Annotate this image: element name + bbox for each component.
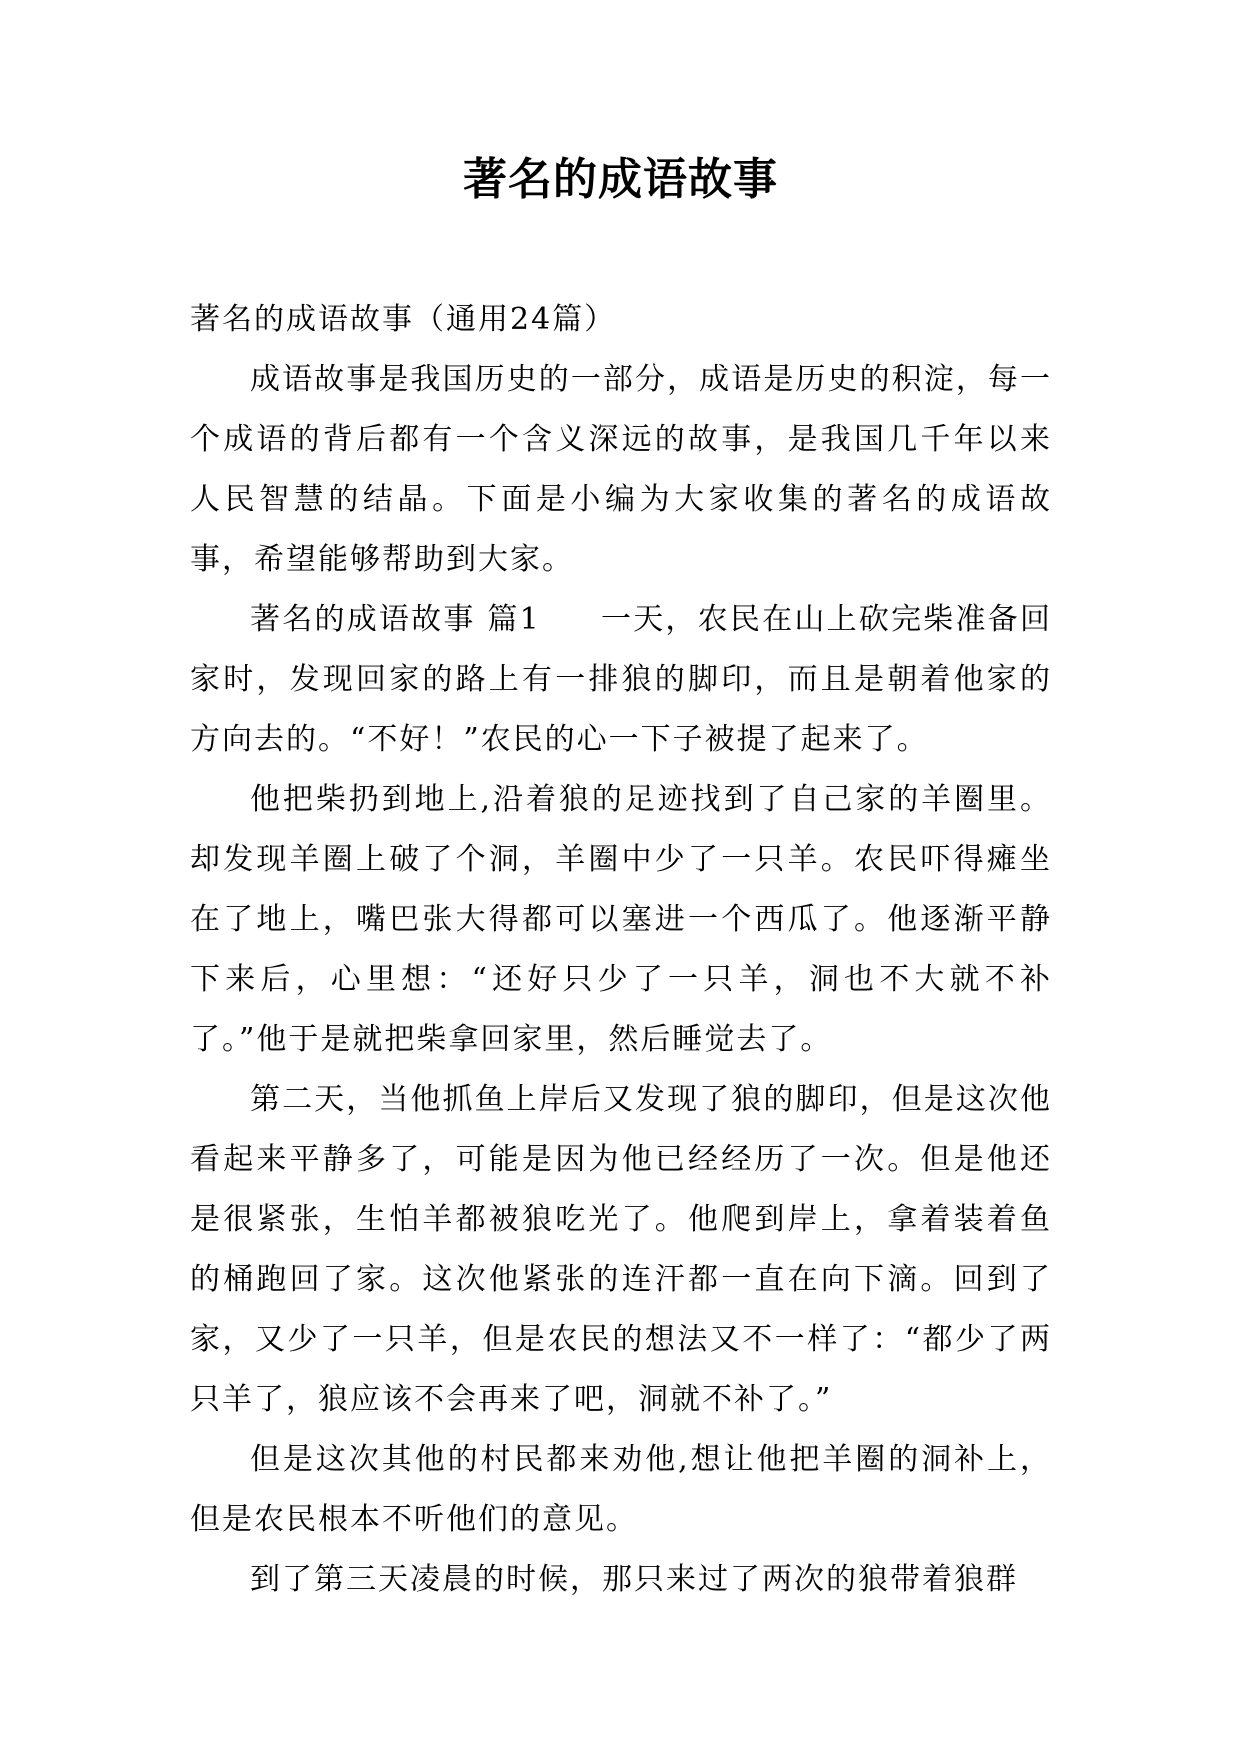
section-paragraph [190,590,1052,770]
section-text: 一天，农民在山上砍完柴准备回家时，发现回家的路上有一排狼的脚印，而且是朝着他家的方向去的。“不好！”农民的心一下子被提了起来了。 [190,602,1053,757]
document-title: 著名的成语故事 [463,154,778,205]
body-paragraph: 第二天，当他抓鱼上岸后又发现了狼的脚印，但是这次他看起来平静多了，可能是因为他已经经历了一次。但是他还是很紧张，生怕羊都被狼吃光了。他爬到岸上，拿着装着鱼的桶跑回了家。这次他紧张的连汗都一直在向下滴。回到了家，又少了一只羊，但是农民的想法又不一样了：“都少了两只羊了，狼应该不会再来了吧，洞就不补了。” [190,1082,1052,1417]
body-paragraph: 到了第三天凌晨的时候，那只来过了两次的狼带着狼群 [250,1562,1018,1597]
document-body [190,290,1052,1610]
intro-paragraph: 成语故事是我国历史的一部分，成语是历史的积淀，每一个成语的背后都有一个含义深远的故事，是我国几千年以来人民智慧的结晶。下面是小编为大家收集的著名的成语故事，希望能够帮助到大家。 [190,362,1052,577]
document-subtitle: 著名的成语故事（通用24篇） [190,302,617,337]
section-heading: 著名的成语故事 篇1 [250,602,541,637]
body-paragraph: 但是这次其他的村民都来劝他,想让他把羊圈的洞补上，但是农民根本不听他们的意见。 [190,1442,1052,1537]
body-paragraph: 他把柴扔到地上,沿着狼的足迹找到了自己家的羊圈里。却发现羊圈上破了个洞，羊圈中少了一只羊。农民吓得瘫坐在了地上，嘴巴张大得都可以塞进一个西瓜了。他逐渐平静下来后，心里想：“还好只少了一只羊，洞也不大就不补了。”他于是就把柴拿回家里，然后睡觉去了。 [190,782,1052,1057]
